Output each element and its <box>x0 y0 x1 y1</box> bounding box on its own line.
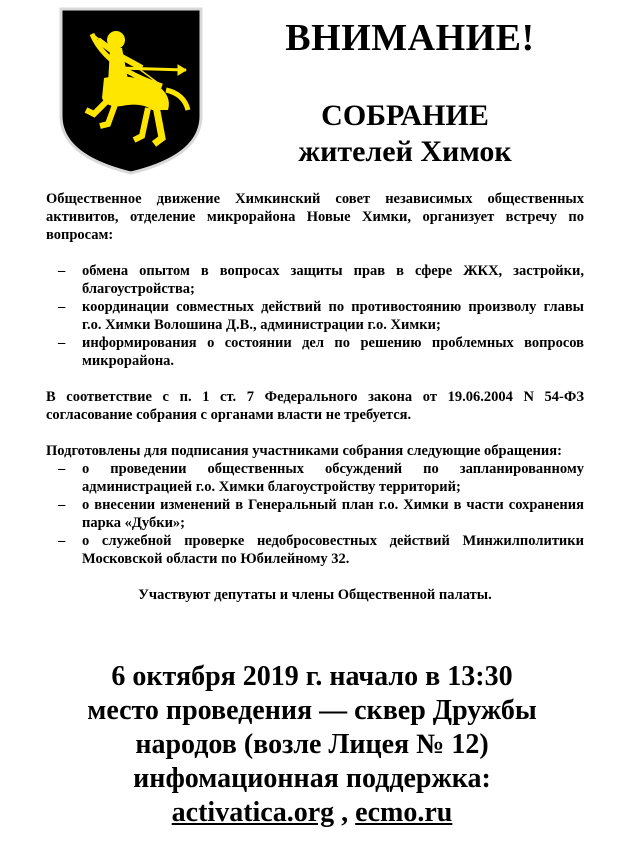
list-item <box>46 496 584 532</box>
dash-marker: – <box>58 461 66 477</box>
dash-marker: – <box>58 533 66 549</box>
subtitle-line-1: СОБРАНИЕ <box>321 99 489 132</box>
list-item-text: о служебной проверке недобросовестных действий Минжилполитики Московской области по Юбилейному 32. <box>82 533 584 567</box>
topics-list <box>46 262 584 370</box>
list-item-text: координации совместных действий по противостоянию произволу главы г.о. Химки Волошина Д.В., администрации г.о. Химки; <box>82 299 584 333</box>
list-item <box>46 334 584 370</box>
links-separator: , <box>334 797 356 828</box>
info-support-links <box>20 796 604 830</box>
coat-of-arms-emblem <box>58 6 204 176</box>
dash-marker: – <box>58 497 66 513</box>
intro-paragraph: Общественное движение Химкинский совет независимых общественных активитов, отделение микрорайона Новые Химки, организует встречу по вопросам: <box>46 191 584 243</box>
appeals-list <box>46 460 584 568</box>
event-place-line-2: народов (возле Лицея № 12) <box>135 729 489 760</box>
meeting-subtitle <box>210 98 600 170</box>
list-item-text: обмена опытом в вопросах защиты прав в сфере ЖКХ, застройки, благоустройства; <box>82 263 584 297</box>
list-item-text: информирования о состоянии дел по решению проблемных вопросов микрорайона. <box>82 335 584 369</box>
info-support-label: инфомационная поддержка: <box>133 763 491 794</box>
list-item <box>46 298 584 334</box>
legal-note: В соответствие с п. 1 ст. 7 Федерального закона от 19.06.2004 N 54-ФЗ согласование собрания с органами власти не требуется. <box>46 389 584 423</box>
subtitle-line-2: жителей Химок <box>298 135 512 168</box>
activatica-link[interactable]: activatica.org <box>171 797 335 828</box>
list-item-text: о проведении общественных обсуждений по запланированному администрацией г.о. Химки благоустройству территорий; <box>82 461 584 495</box>
list-item <box>46 262 584 298</box>
list-item <box>46 460 584 496</box>
ecmo-link[interactable]: ecmo.ru <box>355 797 453 828</box>
dash-marker: – <box>58 263 66 279</box>
announcement-body <box>46 190 584 604</box>
dash-marker: – <box>58 299 66 315</box>
list-item <box>46 532 584 568</box>
dash-marker: – <box>58 335 66 351</box>
list-item-text: о внесении изменений в Генеральный план г.о. Химки в части сохранения парка «Дубки»; <box>82 497 584 531</box>
event-place-line-1: место проведения — сквер Дружбы <box>87 695 537 726</box>
participants-note: Участвуют депутаты и члены Общественной палаты. <box>138 587 492 603</box>
appeals-intro: Подготовлены для подписания участниками собрания следующие обращения: <box>46 443 562 459</box>
event-datetime: 6 октября 2019 г. начало в 13:30 <box>111 661 513 692</box>
event-details <box>20 660 604 830</box>
page-title: ВНИМАНИЕ! <box>285 17 535 59</box>
